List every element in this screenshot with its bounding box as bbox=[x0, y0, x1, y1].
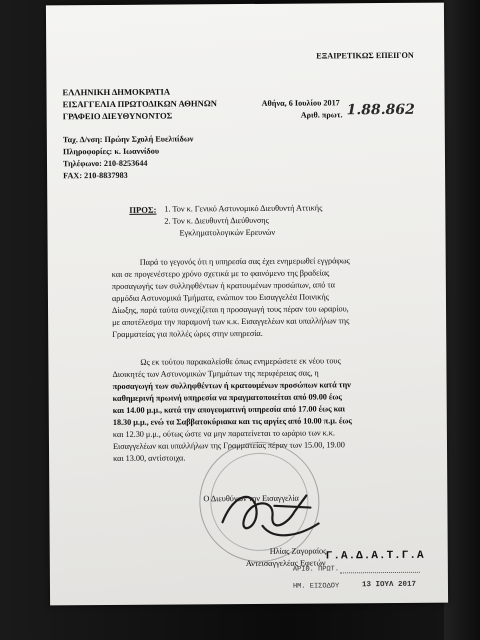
signatory-name: Ηλίας Ζαγοραίος bbox=[269, 546, 327, 556]
stamp-protocol-line bbox=[340, 572, 420, 574]
stamp-protocol-label: ΑΡΙΘ. ΠΡΩΤ. bbox=[292, 565, 340, 574]
document-page bbox=[46, 3, 448, 606]
p1-line: Δίωξης, παρά ταύτα συνεχίζεται η προσαγωγή τους πέραν του ωραρίου, bbox=[112, 304, 349, 315]
p1-line: αρμόδια Αστυνομικά Τμήματα, ενώπιον του Εισαγγελέα Ποινικής bbox=[111, 292, 329, 303]
contact-phone: Τηλέφωνο: 210-8253644 bbox=[62, 158, 148, 169]
header-prosecutor-office: ΕΙΣΑΓΓΕΛΙΑ ΠΡΩΤΟΔΙΚΩΝ ΑΘΗΝΩΝ bbox=[62, 98, 217, 110]
p1-line: με αποτέλεσμα την παραμονή των κ.κ. Εισαγγελέων και υπαλλήλων της bbox=[112, 316, 350, 327]
p2-line: και 12.30 μ.μ., ούτως ώστε να μην παρατείνεται το ωράριο των κ.κ. bbox=[112, 428, 335, 439]
protocol-number-handwritten: 1.88.862 bbox=[346, 101, 415, 119]
date-line: Αθήνα, 6 Ιουλίου 2017 bbox=[261, 98, 340, 108]
p2-line: καθημερινή πρωινή υπηρεσία να πραγματοποιείται από 09.00 έως bbox=[112, 392, 342, 403]
p2-line: και 13.00, αντίστοιχα. bbox=[113, 453, 186, 463]
p1-line: και σε προγενέστερο χρόνο σχετικά με το φαινόμενο της βραδείας bbox=[111, 268, 330, 279]
header-republic: ΕΛΛΗΝΙΚΗ ΔΗΜΟΚΡΑΤΙΑ bbox=[62, 86, 171, 98]
signatory-role: Αντεισαγγελέας Εφετών bbox=[245, 558, 326, 569]
dark-edge bbox=[444, 0, 480, 640]
handwritten-signature bbox=[214, 481, 334, 544]
contact-address: Ταχ. Δ/νση: Πρώην Σχολή Ευελπίδων bbox=[62, 134, 194, 145]
stamp-header: Γ.Α.Δ.Α.Τ.Γ.Α bbox=[325, 549, 425, 563]
protocol-label: Αριθ. πρωτ. bbox=[300, 110, 343, 120]
contact-fax: FAX: 210-8837983 bbox=[63, 170, 128, 181]
p2-line: προσαγωγή των συλληφθέντων ή κρατουμένων προσώπων κατά την bbox=[112, 380, 351, 391]
p2-line: Ως εκ τούτου παρακαλείσθε όπως ενημερώσετε εκ νέου τους bbox=[140, 356, 341, 367]
header-director-office: ΓΡΑΦΕΙΟ ΔΙΕΥΘΥΝΟΝΤΟΣ bbox=[62, 110, 173, 122]
urgency-label: ΕΞΑΙΡΕΤΙΚΩΣ ΕΠΕΙΓΟΝ bbox=[316, 50, 414, 61]
p1-line: Παρά το γεγονός ότι η υπηρεσία σας έχει ενημερωθεί εγγράφως bbox=[139, 256, 350, 267]
to-label: ΠΡΟΣ: bbox=[129, 204, 157, 215]
recipient-2: 2. Τον κ. Διευθυντή Διεύθυνσης bbox=[164, 215, 269, 226]
stamp-entry-date: 13 ΙΟΥΛ 2017 bbox=[361, 580, 417, 590]
stamp-entry-label: ΗΜ. ΕΙΣΟΔΟΥ bbox=[292, 582, 340, 591]
p2-line: 18.30 μ.μ., ενώ τα Σαββατοκύριακα και τις αργίες από 10.00 π.μ. έως bbox=[112, 416, 352, 427]
p2-line: Εισαγγελέων και υπαλλήλων της Γραμματείας πέραν των 15.00, 19.00 bbox=[112, 440, 345, 451]
p2-line: και 14.00 μ.μ., κατά την απογευματινή υπηρεσία από 17.00 έως και bbox=[112, 404, 346, 415]
contact-info: Πληροφορίες: κ. Ιωαννίδου bbox=[62, 146, 160, 157]
recipient-2-continued: Εγκληματολογικών Ερευνών bbox=[179, 227, 276, 238]
signature-title: Ο Διευθύνων την Εισαγγελία bbox=[203, 493, 299, 504]
p1-line: προσαγωγής των συλληφθέντων ή κρατουμένων προσώπων, από τα bbox=[111, 280, 335, 291]
p1-line: Γραμματείας για πολλές ώρες στην υπηρεσία. bbox=[112, 328, 263, 339]
recipient-1: 1. Τον κ. Γενικό Αστυνομικό Διευθυντή Αττικής bbox=[164, 203, 323, 214]
p2-line: Διοικητές των Αστυνομικών Τμημάτων της περιφέρειας σας, η bbox=[112, 368, 319, 379]
